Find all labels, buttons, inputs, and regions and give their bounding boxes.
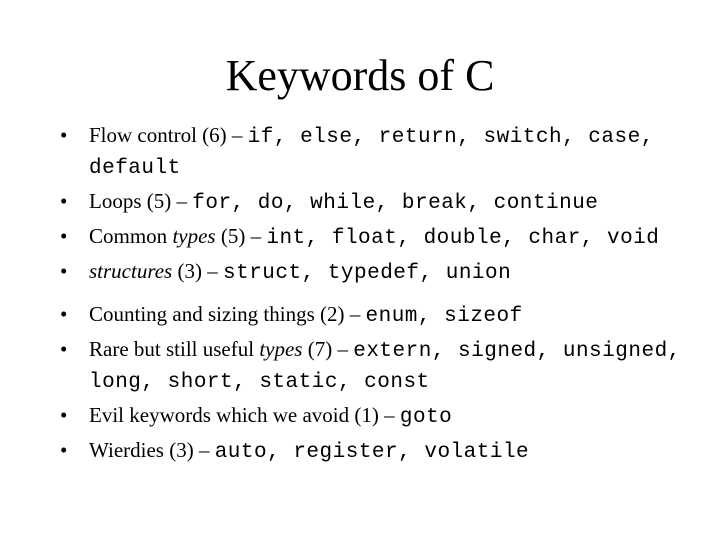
list-item-loops	[56, 187, 696, 218]
item-lead-emphasis: types	[172, 224, 216, 248]
slide-title: Keywords of C	[225, 51, 495, 100]
item-keywords: extern, signed, unsigned, long, short, static, const	[89, 340, 681, 394]
item-lead: Evil keywords which we avoid (1) –	[89, 403, 400, 427]
bullet-icon: •	[60, 438, 68, 462]
bullet-icon: •	[60, 224, 68, 248]
item-lead: Flow control (6) –	[89, 123, 248, 147]
item-lead: Counting and sizing things (2) –	[89, 302, 366, 326]
list-item-common-types	[56, 222, 696, 253]
item-lead-before: Common	[89, 224, 173, 248]
bullet-icon: •	[60, 403, 68, 427]
item-keywords: struct, typedef, union	[222, 262, 512, 285]
bullet-icon: •	[60, 259, 68, 283]
item-lead-emphasis: structures	[89, 259, 173, 283]
item-lead-after: (7) –	[302, 337, 354, 361]
item-keywords: auto, register, volatile	[214, 441, 530, 464]
item-keywords: goto	[399, 406, 453, 429]
item-lead-after: (3) –	[172, 259, 223, 283]
item-keywords: for, do, while, break, continue	[192, 192, 599, 215]
list-item-rare-types	[56, 335, 696, 397]
bullet-icon: •	[60, 302, 68, 326]
item-keywords: if, else, return, switch, case, default	[89, 126, 654, 180]
list-item-wierdies	[56, 436, 696, 467]
bullet-icon: •	[60, 123, 68, 147]
list-item-counting-sizing	[56, 300, 696, 331]
item-keywords: int, float, double, char, void	[266, 227, 660, 250]
keyword-list	[56, 121, 696, 471]
item-lead-after: (5) –	[215, 224, 267, 248]
item-lead-before: Rare but still useful	[89, 337, 260, 361]
list-item-evil-keywords	[56, 401, 696, 432]
bullet-icon: •	[60, 337, 68, 361]
item-lead: Wierdies (3) –	[89, 438, 215, 462]
item-lead-emphasis: types	[259, 337, 303, 361]
bullet-icon: •	[60, 189, 68, 213]
item-lead: Loops (5) –	[89, 189, 193, 213]
item-keywords: enum, sizeof	[365, 305, 523, 328]
list-item-structures	[56, 257, 696, 288]
list-item-flow-control	[56, 121, 696, 183]
